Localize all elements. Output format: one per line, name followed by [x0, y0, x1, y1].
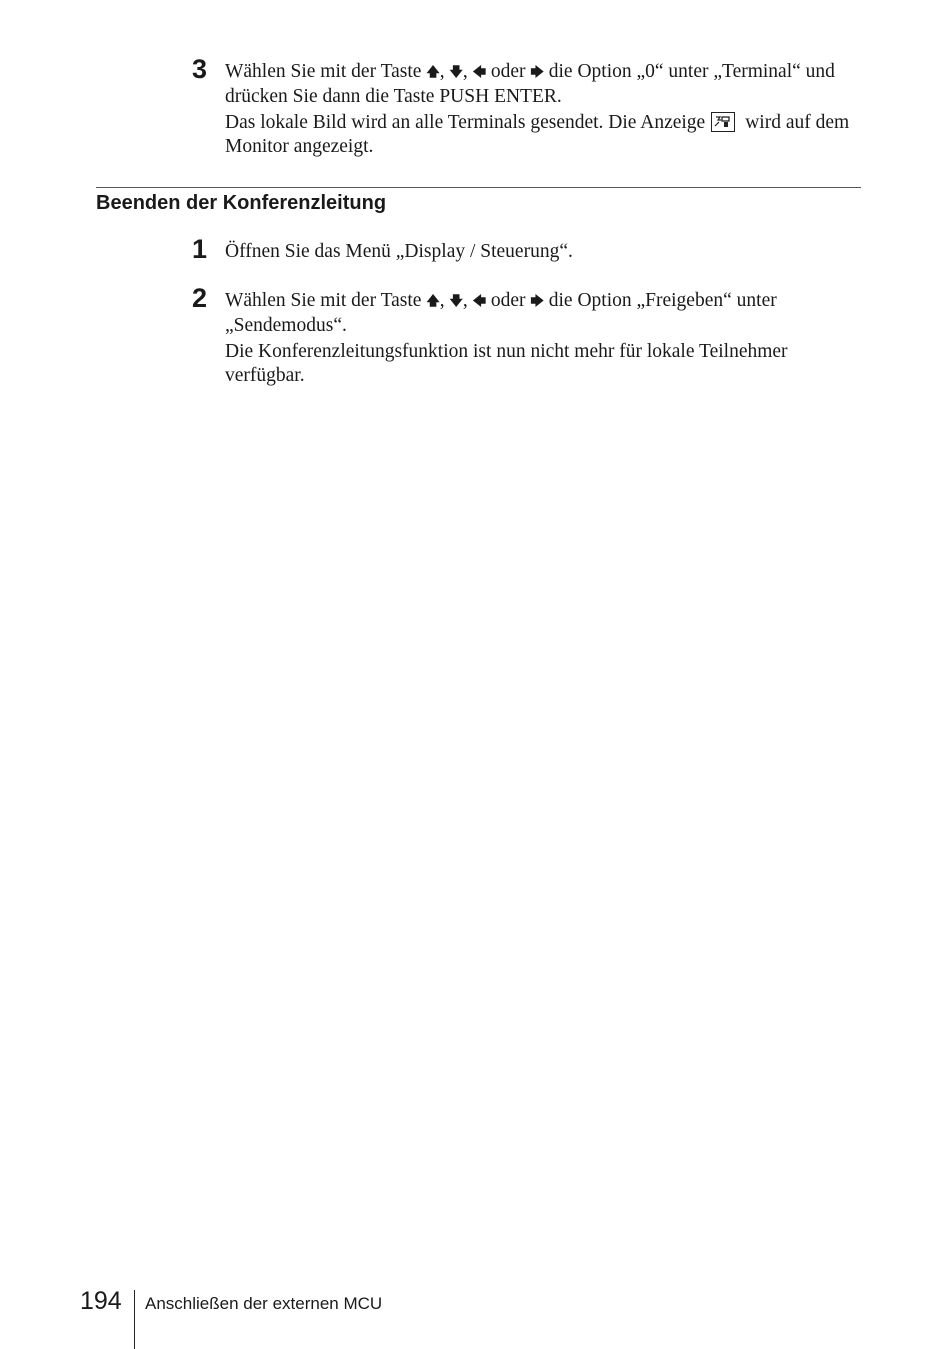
step-body — [225, 240, 865, 264]
step-body — [225, 289, 865, 388]
arrow-right-icon: 🡆 — [530, 65, 544, 80]
step-number: 2 — [192, 283, 208, 313]
arrow-up-icon: 🡅 — [426, 294, 440, 309]
arrow-left-icon: 🡄 — [472, 65, 487, 80]
step-detail: Die Konferenzleitungsfunktion ist nun nicht mehr für lokale Teilnehmer verfügbar. — [225, 341, 788, 386]
step-instruction — [225, 60, 865, 109]
instruction-option-text: die Option „0“ unter „Terminal“ und drücken Sie dann die Taste PUSH ENTER. — [225, 61, 835, 107]
or-word: oder — [486, 61, 531, 82]
footer-divider — [134, 1290, 135, 1349]
or-word: oder — [486, 290, 531, 311]
arrow-left-icon: 🡄 — [472, 294, 487, 309]
separator: , — [439, 290, 450, 311]
step-detail — [225, 111, 865, 159]
detail-text: Das lokale Bild wird an alle Terminals gesendet. Die Anzeige — [225, 112, 706, 133]
separator: , — [462, 290, 473, 311]
step-instruction — [225, 289, 865, 338]
instruction-text: Wählen Sie mit der Taste — [225, 61, 427, 82]
step-body — [225, 60, 865, 159]
step-number: 3 — [192, 54, 208, 84]
arrow-down-icon: 🡇 — [449, 294, 463, 309]
separator: , — [439, 61, 450, 82]
section-divider — [96, 187, 861, 188]
arrow-up-icon: 🡅 — [426, 65, 440, 80]
separator: , — [462, 61, 473, 82]
instruction-text: Wählen Sie mit der Taste — [225, 290, 427, 311]
footer-section-title: Anschließen der externen MCU — [145, 1294, 383, 1313]
arrow-down-icon: 🡇 — [449, 65, 463, 80]
conference-send-indicator-icon — [711, 112, 735, 132]
arrow-right-icon: 🡆 — [530, 294, 544, 309]
instruction-option-text: die Option „Freigeben“ unter „Sendemodus“. — [225, 290, 777, 336]
page-number: 194 — [80, 1287, 122, 1315]
detail-text: wird auf dem Monitor angezeigt. — [225, 112, 850, 157]
step-number: 1 — [192, 234, 208, 264]
section-heading: Beenden der Konferenzleitung — [96, 192, 387, 214]
step-instruction: Öffnen Sie das Menü „Display / Steuerung“. — [225, 241, 573, 262]
